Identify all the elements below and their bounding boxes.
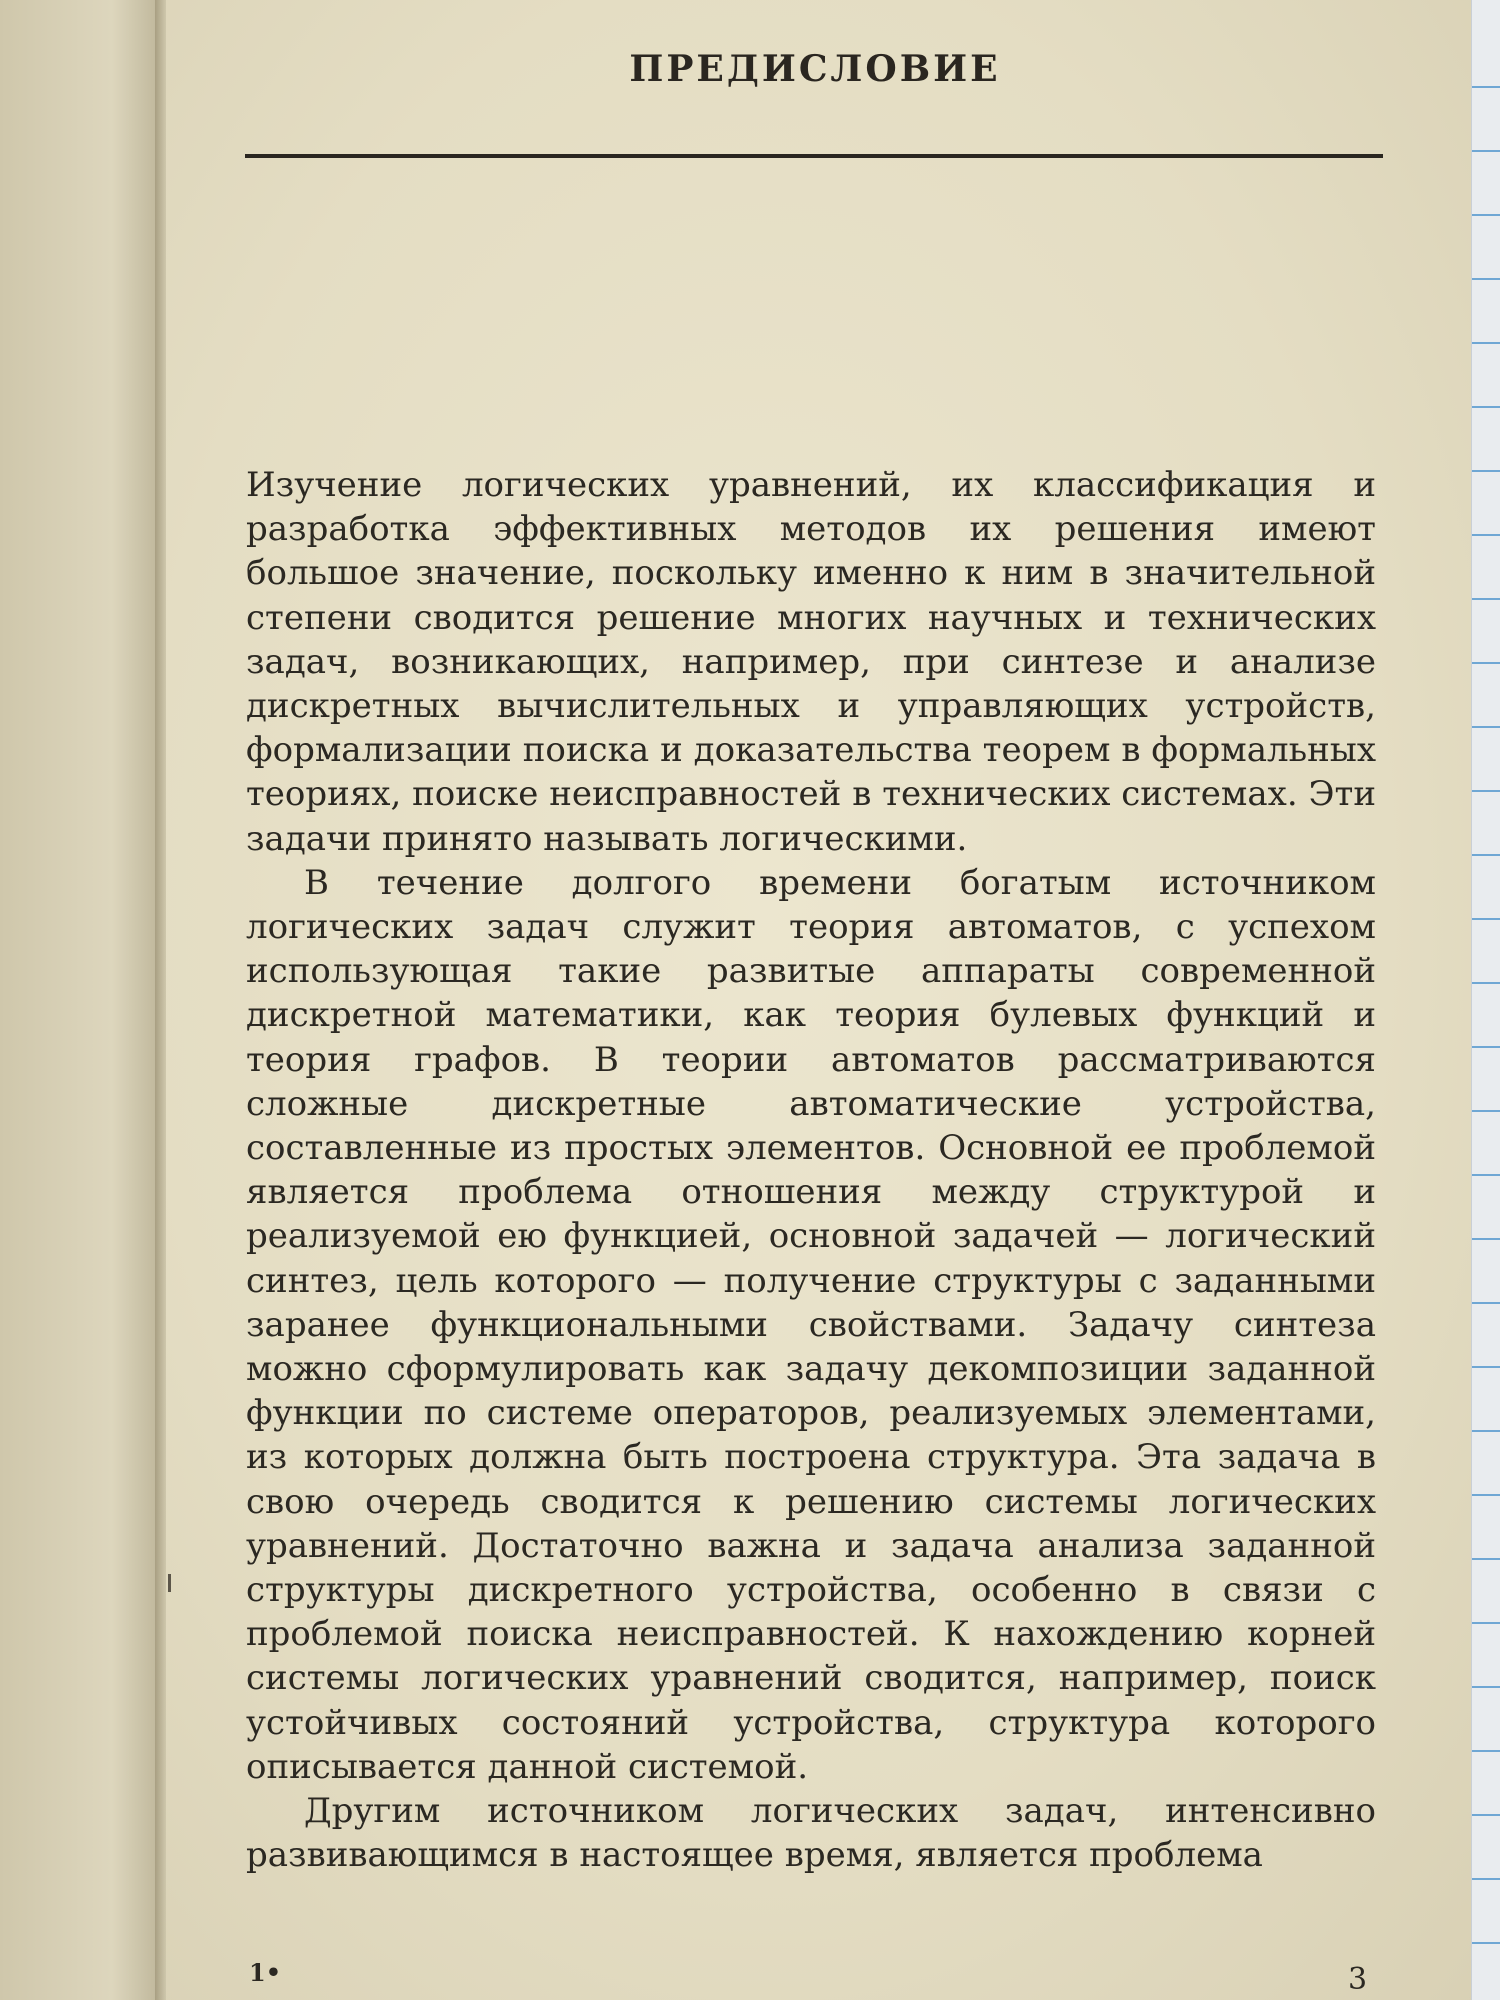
- notebook-rule-line: [1472, 1238, 1500, 1240]
- notebook-rule-line: [1472, 1750, 1500, 1752]
- notebook-rule-line: [1472, 1366, 1500, 1368]
- notebook-rule-line: [1472, 1942, 1500, 1944]
- facing-page: [0, 0, 160, 2000]
- paragraph: Другим источником логических задач, интенсивно развивающимся в настоящее время, является проблема: [246, 1791, 1376, 1876]
- notebook-rule-line: [1472, 470, 1500, 472]
- heading-rule: [245, 154, 1383, 158]
- notebook-rule-line: [1472, 1430, 1500, 1432]
- notebook-rule-line: [1472, 214, 1500, 216]
- notebook-rule-line: [1472, 1814, 1500, 1816]
- notebook-rule-line: [1472, 1558, 1500, 1560]
- notebook-rule-line: [1472, 534, 1500, 536]
- notebook-rule-line: [1472, 790, 1500, 792]
- notebook-rule-line: [1472, 1302, 1500, 1304]
- notebook-rule-line: [1472, 1878, 1500, 1880]
- notebook-rule-line: [1472, 918, 1500, 920]
- body-text: [246, 463, 1376, 1878]
- notebook-rule-line: [1472, 662, 1500, 664]
- chapter-heading: ПРЕДИСЛОВИЕ: [629, 48, 1001, 90]
- notebook-edge: [1471, 0, 1500, 2000]
- notebook-rule-line: [1472, 150, 1500, 152]
- notebook-rule-line: [1472, 86, 1500, 88]
- paragraph: В течение долгого времени богатым источником логических задач служит теория автоматов, с успехом использующая такие развитые аппараты современной дискретной математики, как теория булевых функций и теория графов. В теории автоматов рассматриваются сложные дискретные автоматические устройства, составленные из простых элементов. Основной ее проблемой является проблема отношения между структурой и реализуемой ею функцией, основной задачей — логический синтез, цель которого — получение структуры с заданными заранее функциональными свойствами. Задачу синтеза можно сформулировать как задачу декомпозиции заданной функции по системе операторов, реализуемых элементами, из которых должна быть построена структура. Эта задача в свою очередь сводится к решению системы логических уравнений. Достаточно важна и задача анализа заданной структуры дискретного устройства, особенно в связи с проблемой поиска неисправностей. К нахождению корней системы логических уравнений сводится, например, поиск устойчивых состояний устройства, структура которого описывается данной системой.: [246, 862, 1376, 1787]
- notebook-rule-line: [1472, 1622, 1500, 1624]
- notebook-rule-line: [1472, 1046, 1500, 1048]
- notebook-rule-line: [1472, 278, 1500, 280]
- notebook-rule-line: [1472, 598, 1500, 600]
- notebook-rule-line: [1472, 982, 1500, 984]
- notebook-rule-line: [1472, 726, 1500, 728]
- notebook-rule-line: [1472, 1686, 1500, 1688]
- notebook-rule-line: [1472, 854, 1500, 856]
- paragraph: Изучение логических уравнений, их классификация и разработка эффективных методов их решения имеют большое значение, поскольку именно к ним в значительной степени сводится решение многих научных и технических задач, возникающих, например, при синтезе и анализе дискретных вычислительных и управляющих устройств, формализации поиска и доказательства теорем в формальных теориях, поиске неисправностей в технических системах. Эти задачи принято называть логическими.: [246, 465, 1376, 859]
- notebook-rule-line: [1472, 1110, 1500, 1112]
- notebook-rule-line: [1472, 342, 1500, 344]
- page-number: 3: [1348, 1962, 1368, 1997]
- notebook-rule-line: [1472, 406, 1500, 408]
- signature-mark: 1•: [249, 1958, 282, 1987]
- notebook-rule-line: [1472, 1494, 1500, 1496]
- margin-mark: [168, 1574, 171, 1592]
- notebook-rule-line: [1472, 1174, 1500, 1176]
